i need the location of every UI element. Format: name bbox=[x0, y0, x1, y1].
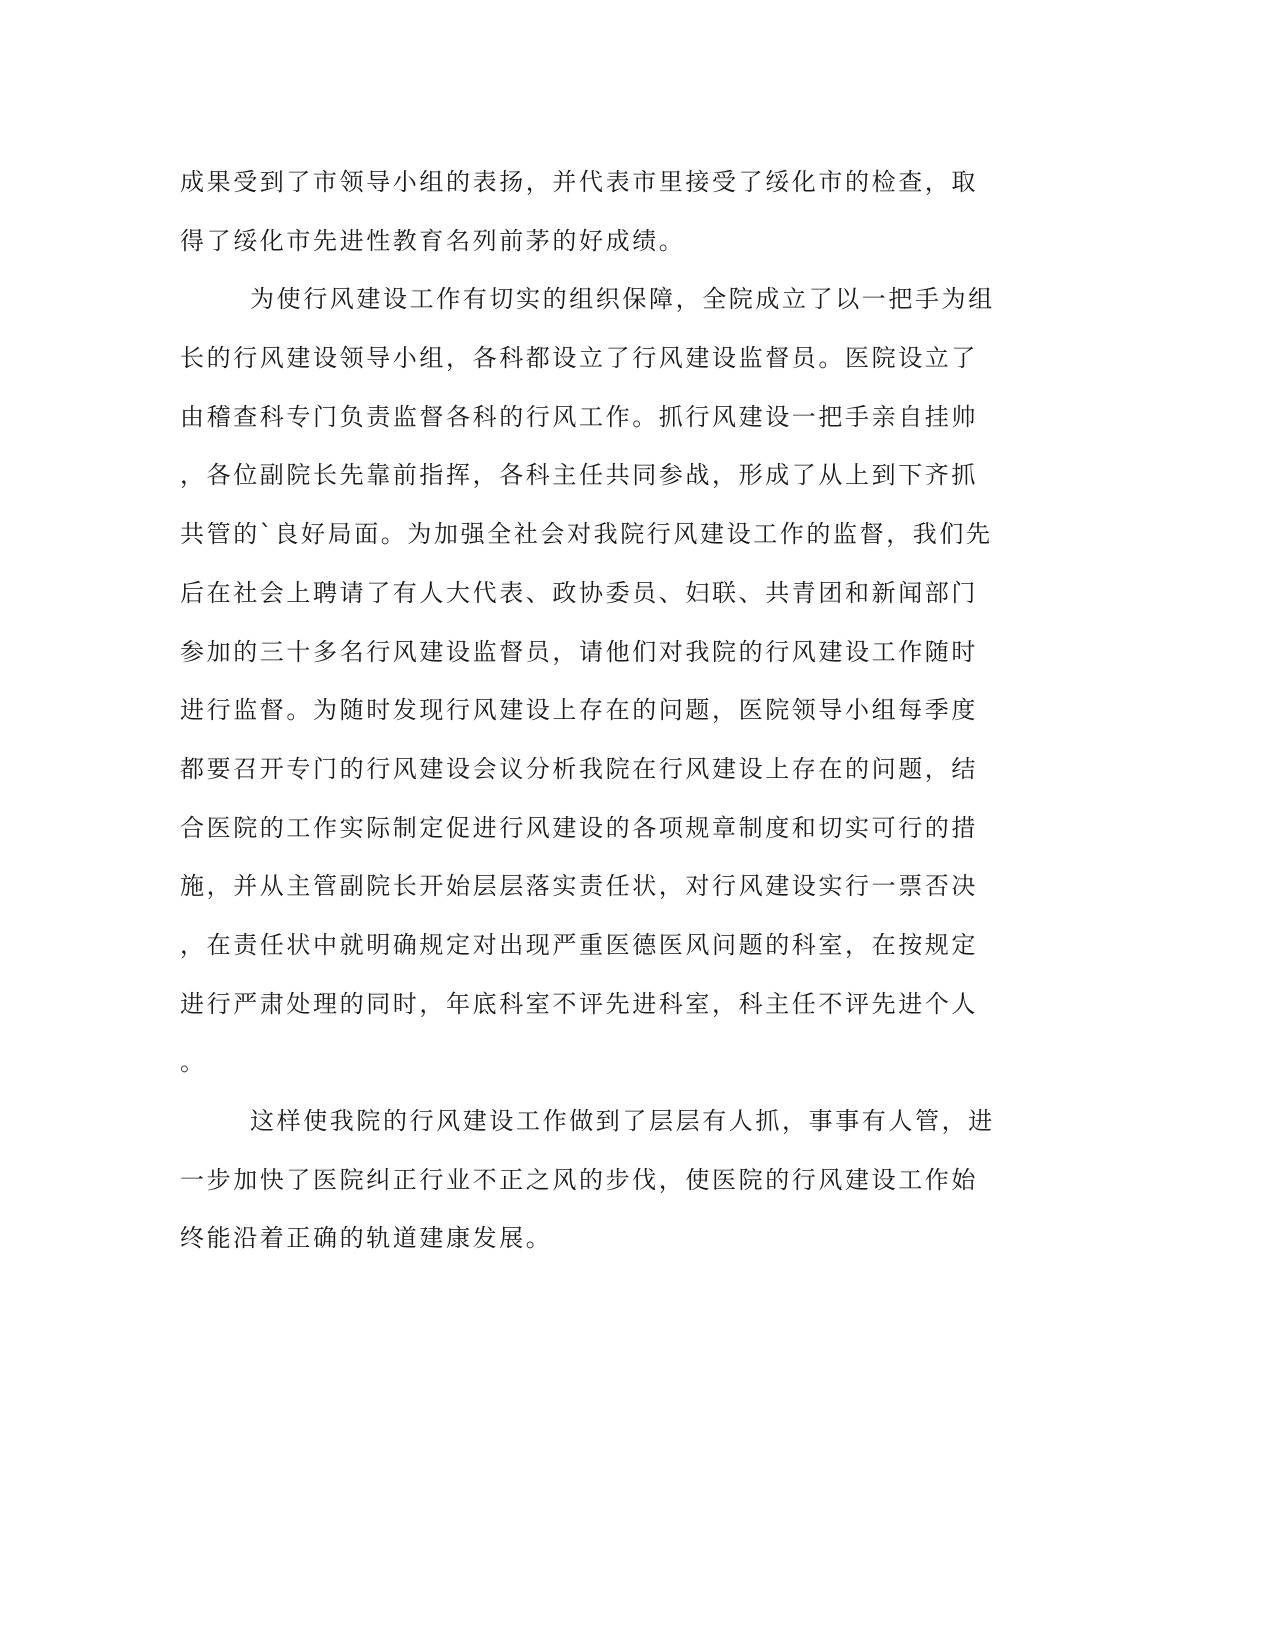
text-line: 参加的三十多名行风建设监督员，请他们对我院的行风建设工作随时 bbox=[180, 637, 978, 666]
paragraph-3 bbox=[180, 1092, 1040, 1268]
text-line: 成果受到了市领导小组的表扬，并代表市里接受了绥化市的检查，取 bbox=[180, 168, 978, 196]
text-line: 由稽查科专门负责监督各科的行风工作。抓行风建设一把手亲自挂帅 bbox=[180, 402, 978, 431]
text-line: 都要召开专门的行风建设会议分析我院在行风建设上存在的问题，结 bbox=[180, 754, 978, 783]
text-line: ，在责任状中就明确规定对出现严重医德医风问题的科室，在按规定 bbox=[180, 930, 978, 959]
text-line: 得了绥化市先进性教育名列前茅的好成绩。 bbox=[180, 226, 686, 255]
text-line: 一步加快了医院纠正行业不正之风的步伐，使医院的行风建设工作始 bbox=[180, 1165, 978, 1194]
text-line: 为使行风建设工作有切实的组织保障，全院成立了以一把手为组 bbox=[250, 285, 995, 314]
text-line: 进行严肃处理的同时，年底科室不评先进科室，科主任不评先进个人 bbox=[180, 989, 978, 1018]
text-line: 合医院的工作实际制定促进行风建设的各项规章制度和切实可行的措 bbox=[180, 813, 978, 842]
text-line: 共管的`良好局面。为加强全社会对我院行风建设工作的监督，我们先 bbox=[180, 520, 993, 549]
text-line: 后在社会上聘请了有人大代表、政协委员、妇联、共青团和新闻部门 bbox=[180, 578, 978, 607]
document-body bbox=[180, 153, 1040, 1268]
text-line: 施，并从主管副院长开始层层落实责任状，对行风建设实行一票否决 bbox=[180, 872, 978, 901]
paragraph-1 bbox=[180, 153, 1040, 270]
text-line: 这样使我院的行风建设工作做到了层层有人抓，事事有人管，进 bbox=[250, 1107, 995, 1135]
text-line: 终能沿着正确的轨道建康发展。 bbox=[180, 1224, 553, 1253]
text-line: 。 bbox=[180, 1048, 207, 1077]
text-line: 长的行风建设领导小组，各科都设立了行风建设监督员。医院设立了 bbox=[180, 344, 978, 373]
paragraph-2 bbox=[180, 270, 1040, 1092]
text-line: 进行监督。为随时发现行风建设上存在的问题，医院领导小组每季度 bbox=[180, 696, 978, 725]
text-line: ，各位副院长先靠前指挥，各科主任共同参战，形成了从上到下齐抓 bbox=[180, 461, 978, 490]
